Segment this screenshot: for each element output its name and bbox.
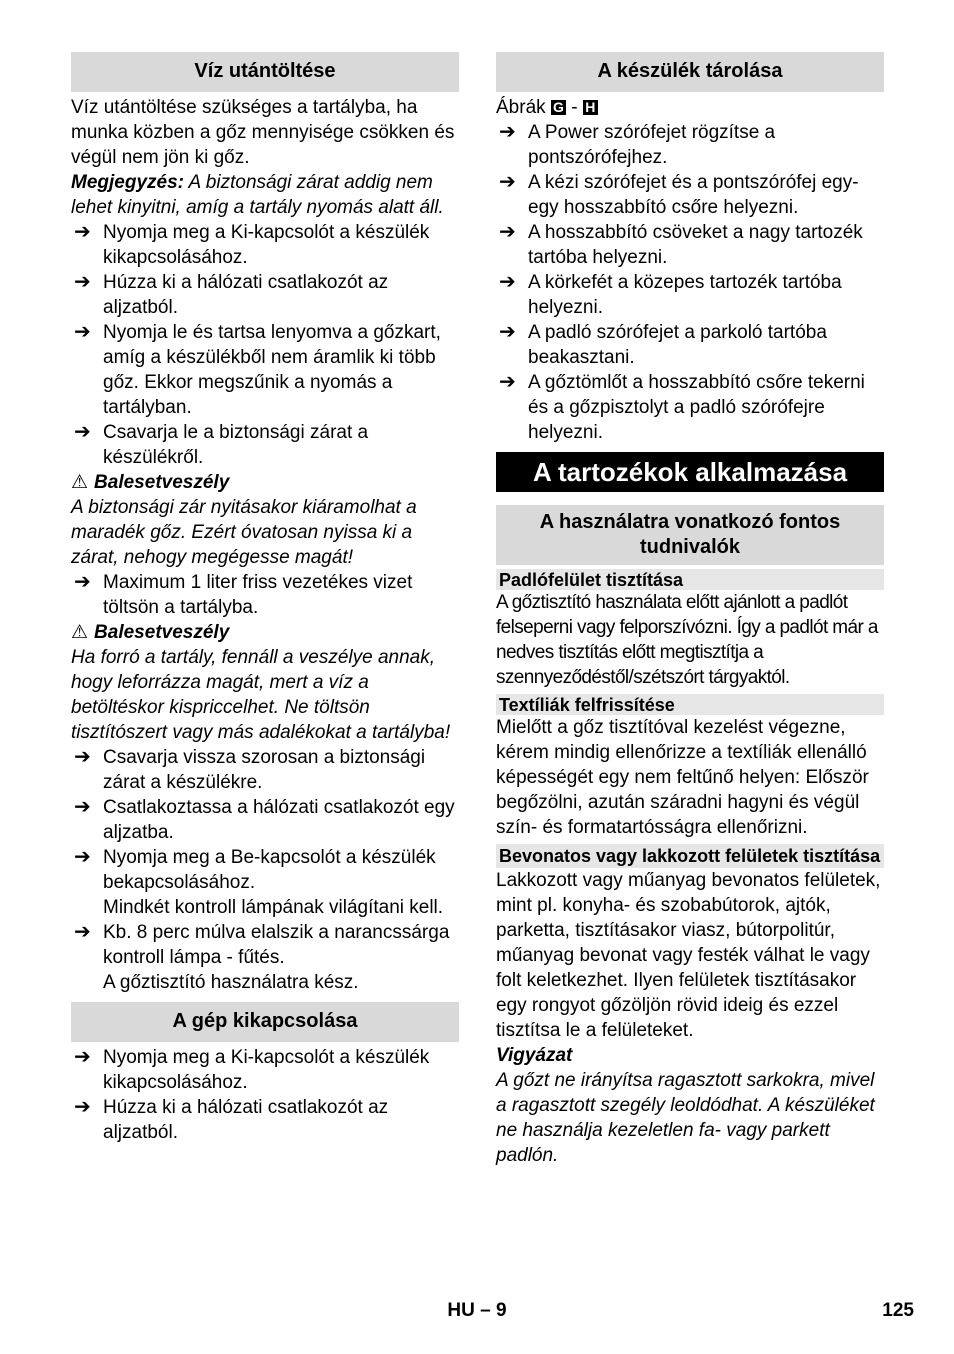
step-text: A gőztömlőt a hosszabbító csőre tekerni és a gőzpisztolyt a padló szórófejre helyezni.	[528, 372, 865, 443]
arrow-right-icon: ➔	[74, 321, 91, 343]
subheading-floor-cleaning: Padlófelület tisztítása	[496, 569, 884, 590]
list-item	[71, 745, 459, 795]
list-item	[71, 420, 459, 470]
step-text: Nyomja le és tartsa lenyomva a gőzkart, amíg a készülékből nem áramlik ki több gőz. Ekkor megszűnik a nyomás a tartályban.	[103, 322, 441, 418]
page-number: 125	[882, 1300, 914, 1321]
list-item	[71, 1045, 459, 1095]
section-heading-usage-notes: A használatra vonatkozó fontos tudnivalók	[496, 505, 884, 565]
step-text: Nyomja meg a Ki-kapcsolót a készülék kikapcsolásához.	[103, 222, 430, 268]
warning-heading	[71, 620, 459, 645]
step-text: Nyomja meg a Be-kapcsolót a készülék bekapcsolásához.	[103, 847, 436, 893]
figure-letter-to: H	[583, 100, 598, 115]
step-text: A körkefét a közepes tartozék tartóba helyezni.	[528, 272, 842, 318]
arrow-right-icon: ➔	[499, 171, 516, 193]
right-column	[496, 52, 884, 1168]
list-item	[71, 220, 459, 270]
arrow-right-icon: ➔	[74, 571, 91, 593]
arrow-right-icon: ➔	[74, 221, 91, 243]
list-item	[71, 570, 459, 620]
warning-text: Ha forró a tartály, fennáll a veszélye annak, hogy leforrázza magát, mert a víz a betöltéskor kispriccelhet. Ne töltsön tisztítószert vagy más adalékokat a tartályba!	[71, 647, 451, 743]
warning-triangle-icon: ⚠	[71, 472, 89, 493]
list-item	[71, 320, 459, 420]
footer-language-page: HU – 9	[447, 1300, 507, 1321]
chapter-heading-accessories: A tartozékok alkalmazása	[496, 452, 884, 492]
step-text: Nyomja meg a Ki-kapcsolót a készülék kikapcsolásához.	[103, 1047, 430, 1093]
step-text: Kb. 8 perc múlva elalszik a narancssárga kontroll lámpa - fűtés.	[103, 922, 450, 968]
figure-letter-from: G	[551, 100, 566, 115]
arrow-right-icon: ➔	[74, 421, 91, 443]
step-text: A Power szórófejet rögzítse a pontszórófejhez.	[528, 122, 776, 168]
step-continuation: Mindkét kontroll lámpának világítani kell.	[103, 897, 444, 918]
arrow-right-icon: ➔	[74, 796, 91, 818]
arrow-right-icon: ➔	[499, 221, 516, 243]
step-text: Húzza ki a hálózati csatlakozót az aljzatból.	[103, 272, 389, 318]
warning-label: Balesetveszély	[94, 472, 230, 493]
step-text: Maximum 1 liter friss vezetékes vizet töltsön a tartályba.	[103, 572, 413, 618]
caution-label: Vigyázat	[496, 1045, 573, 1066]
figure-reference	[496, 95, 884, 120]
caution-text: A gőzt ne irányítsa ragasztott sarkokra, mivel a ragasztott szegély leoldódhat. A készüléket ne használja kezeletlen fa- vagy parkett padlón.	[496, 1070, 875, 1166]
warning-text: A biztonsági zár nyitásakor kiáramolhat a maradék gőz. Ezért óvatosan nyissa ki a zárat, nehogy megégesse magát!	[71, 497, 417, 568]
subheading-textile-refresh: Textíliák felfrissítése	[496, 694, 884, 715]
list-item	[496, 220, 884, 270]
arrow-right-icon: ➔	[74, 921, 91, 943]
figure-separator: -	[565, 97, 583, 118]
arrow-right-icon: ➔	[499, 271, 516, 293]
arrow-right-icon: ➔	[499, 321, 516, 343]
note-label: Megjegyzés:	[71, 172, 184, 193]
step-text: A padló szórófejet a parkoló tartóba beakasztani.	[528, 322, 827, 368]
arrow-right-icon: ➔	[499, 371, 516, 393]
step-continuation: A gőztisztító használatra kész.	[103, 972, 359, 993]
section-heading-water-refill: Víz utántöltése	[71, 52, 459, 92]
step-text: Csatlakoztassa a hálózati csatlakozót egy aljzatba.	[103, 797, 455, 843]
arrow-right-icon: ➔	[74, 746, 91, 768]
step-text: Csavarja vissza szorosan a biztonsági zárat a készülékre.	[103, 747, 426, 793]
list-item	[71, 845, 459, 895]
step-text: Húzza ki a hálózati csatlakozót az aljzatból.	[103, 1097, 389, 1143]
refill-note	[71, 170, 459, 220]
list-item	[71, 270, 459, 320]
list-item	[71, 1095, 459, 1145]
section-heading-switch-off: A gép kikapcsolása	[71, 1002, 459, 1042]
list-item	[496, 270, 884, 320]
step-text: A hosszabbító csöveket a nagy tartozék tartóba helyezni.	[528, 222, 863, 268]
list-item	[71, 920, 459, 970]
list-item	[496, 120, 884, 170]
section-heading-storage: A készülék tárolása	[496, 52, 884, 92]
figure-prefix: Ábrák	[496, 97, 546, 118]
coated-surfaces-text: Lakkozott vagy műanyag bevonatos felületek, mint pl. konyha- és szobabútorok, ajtók, parketta, tisztításakor viasz, bútorpolitúr, műanyag bevonat vagy festék válhat le vagy folt keletkezhet. Ilyen felületek tisztításakor egy rongyot gőzöljön rövid ideig és ezzel tisztítsa le a felületeket.	[496, 870, 881, 1041]
warning-label: Balesetveszély	[94, 622, 230, 643]
warning-triangle-icon: ⚠	[71, 622, 89, 643]
list-item	[496, 320, 884, 370]
subheading-coated-surfaces: Bevonatos vagy lakkozott felületek tisztítása	[496, 844, 884, 868]
arrow-right-icon: ➔	[74, 1046, 91, 1068]
step-text: A kézi szórófejet és a pontszórófej egy-egy hosszabbító csőre helyezni.	[528, 172, 859, 218]
left-column	[71, 52, 459, 1145]
step-text: Csavarja le a biztonsági zárat a készülékről.	[103, 422, 369, 468]
list-item	[71, 795, 459, 845]
list-item	[496, 370, 884, 445]
refill-intro: Víz utántöltése szükséges a tartályba, ha munka közben a gőz mennyisége csökken és végül nem jön ki gőz.	[71, 97, 455, 168]
arrow-right-icon: ➔	[499, 121, 516, 143]
note-text: A biztonsági zárat addig nem lehet kinyitni, amíg a tartály nyomás alatt áll.	[71, 172, 444, 218]
warning-heading	[71, 470, 459, 495]
arrow-right-icon: ➔	[74, 846, 91, 868]
textile-refresh-text: Mielőtt a gőz tisztítóval kezelést végezne, kérem mindig ellenőrizze a textíliák ellenálló képességét egy nem feltűnő helyen: Először begőzölni, azután száradni hagyni és végül szín- és formatartósságra ellenőrizni.	[496, 717, 869, 838]
floor-cleaning-text: A gőztisztító használata előtt ajánlott a padlót felseperni vagy felporszívózni. Így a padlót már a nedves tisztítás előtt megtisztítja a szennyeződéstől/szétszórt tárgyaktól.	[496, 592, 878, 688]
arrow-right-icon: ➔	[74, 1096, 91, 1118]
list-item	[496, 170, 884, 220]
arrow-right-icon: ➔	[74, 271, 91, 293]
